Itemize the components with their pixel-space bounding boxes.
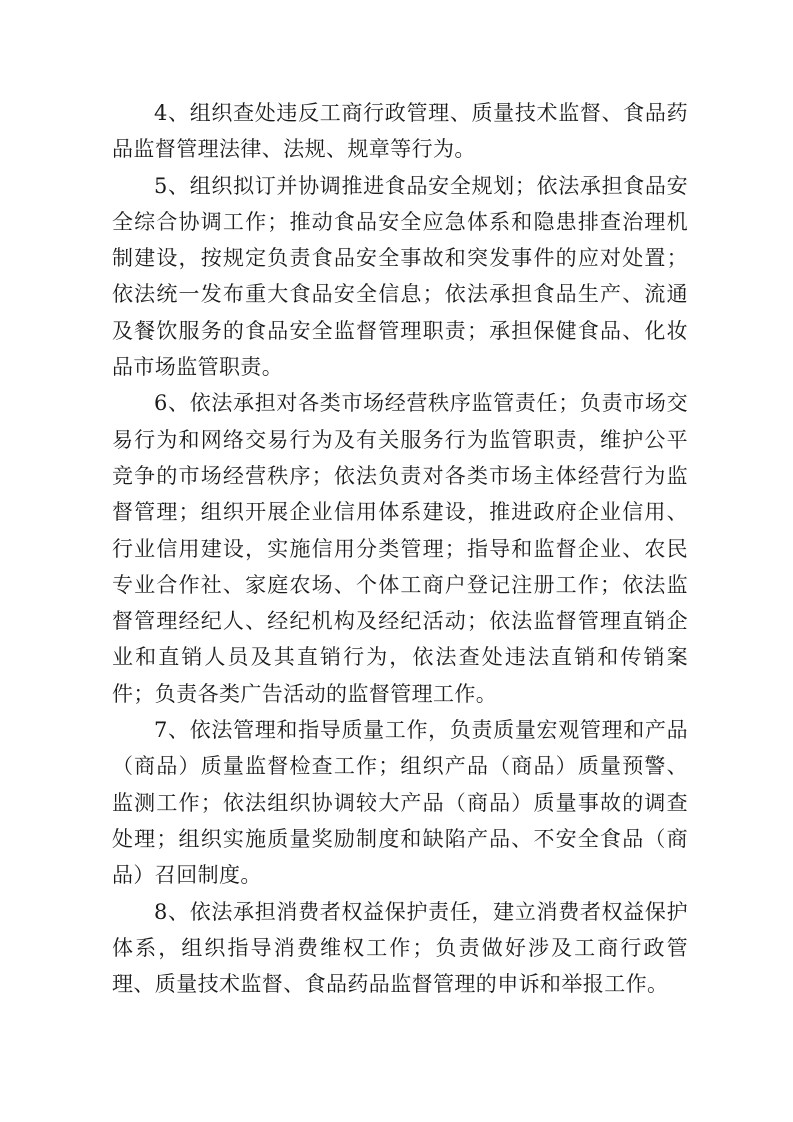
paragraph-item-8: 8、依法承担消费者权益保护责任，建立消费者权益保护体系，组织指导消费维权工作；负责做好涉及工商行政管理、质量技术监督、食品药品监督管理的申诉和举报工作。 <box>112 899 688 997</box>
document-body <box>112 95 688 1002</box>
paragraph-item-7: 7、依法管理和指导质量工作，负责质量宏观管理和产品（商品）质量监督检查工作；组织产品（商品）质量预警、监测工作；依法组织协调较大产品（商品）质量事故的调查处理；组织实施质量奖励制度和缺陷产品、不安全食品（商品）召回制度。 <box>112 718 688 888</box>
paragraph-item-6: 6、依法承担对各类市场经营秩序监管责任；负责市场交易行为和网络交易行为及有关服务行为监管职责，维护公平竞争的市场经营秩序；依法负责对各类市场主体经营行为监督管理；组织开展企业信用体系建设，推进政府企业信用、行业信用建设，实施信用分类管理；指导和监督企业、农民专业合作社、家庭农场、个体工商户登记注册工作；依法监督管理经纪人、经纪机构及经纪活动；依法监督管理直销企业和直销人员及其直销行为，依法查处违法直销和传销案件；负责各类广告活动的监督管理工作。 <box>112 391 688 706</box>
paragraph-item-5: 5、组织拟订并协调推进食品安全规划；依法承担食品安全综合协调工作；推动食品安全应急体系和隐患排查治理机制建设，按规定负责食品安全事故和突发事件的应对处置；依法统一发布重大食品安全信息；依法承担食品生产、流通及餐饮服务的食品安全监督管理职责；承担保健食品、化妆品市场监管职责。 <box>112 173 688 380</box>
paragraph-item-4: 4、组织查处违反工商行政管理、质量技术监督、食品药品监督管理法律、法规、规章等行为。 <box>112 101 688 162</box>
